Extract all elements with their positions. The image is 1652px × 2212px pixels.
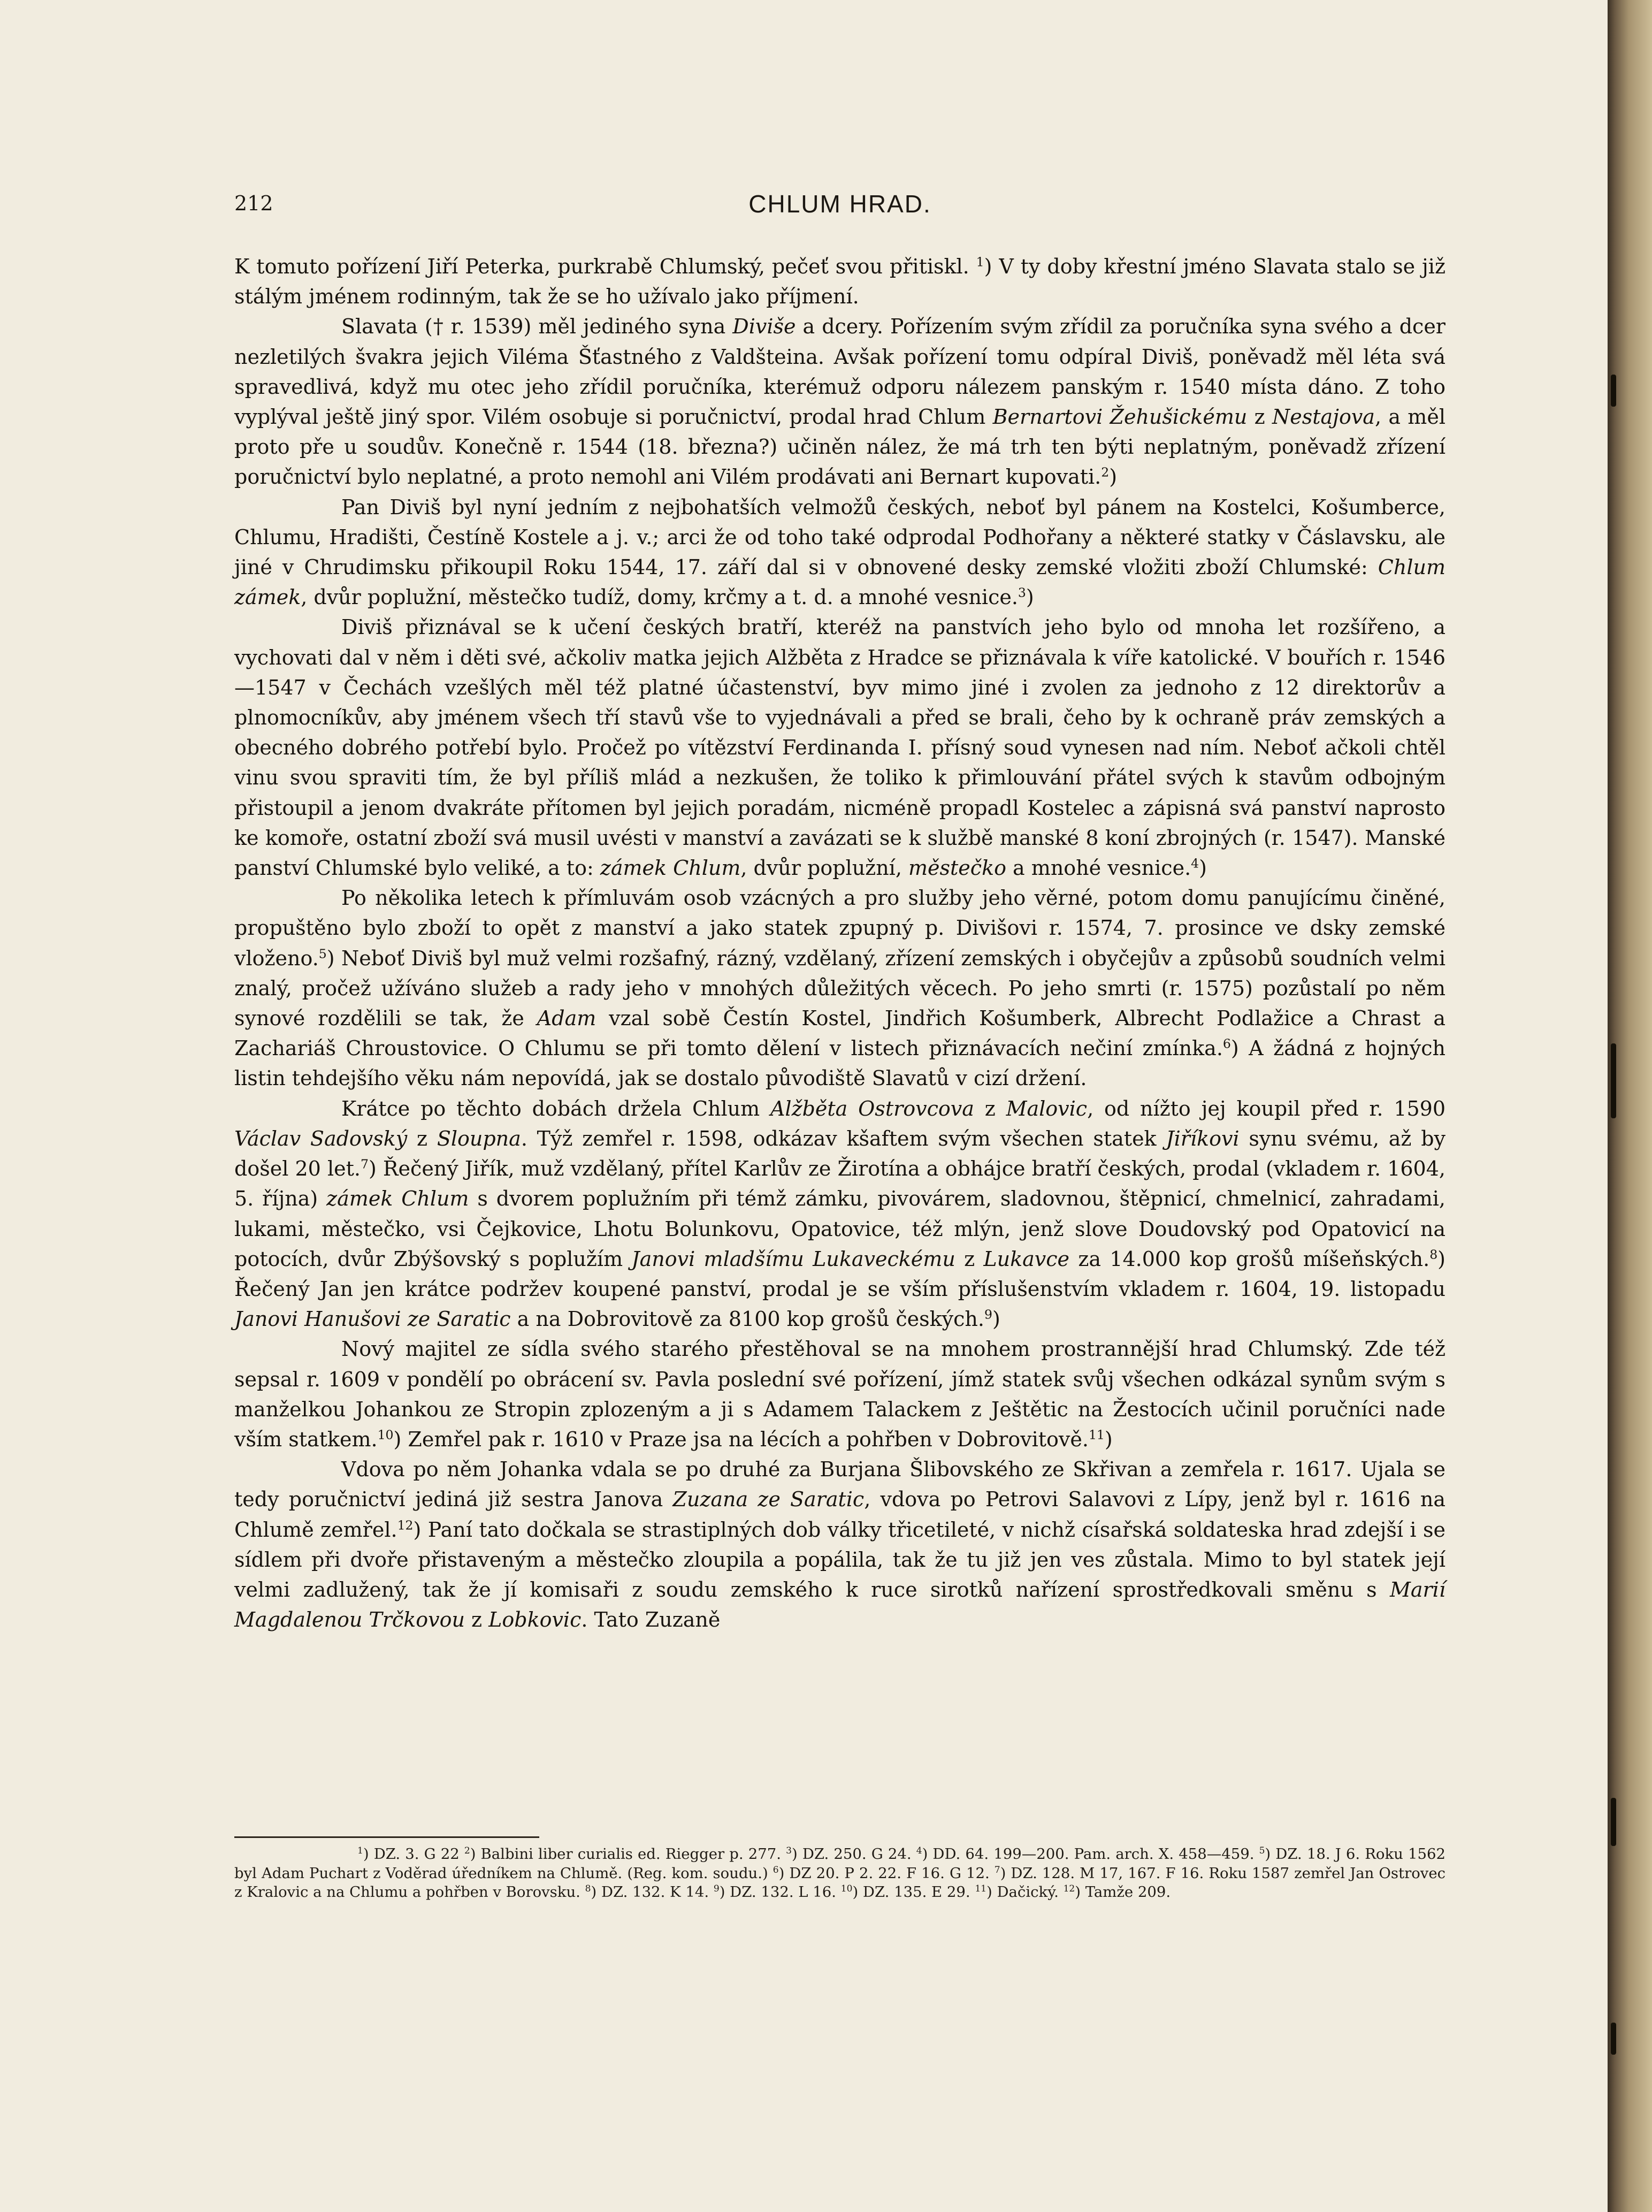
text-run: ) DZ. 250. G 24. [791, 1845, 916, 1863]
text-run: ) Neboť Diviš byl muž velmi rozšafný, rázný, vzdělaný, zřízení zemských i obyčejův a způsobů soudních velmi znalý, pročež užíváno služeb a rady jeho v mnohých důležitých věcech. Po jeho smrti (r. 1575) pozůstalí po něm synové rozdělili se tak, že [234, 946, 1446, 1031]
text-run: Vdova po něm Johanka vdala se po druhé za Burjana Šlibovského ze Skřivan a zemřela r. 1617. Ujala se tedy poručnictví jediná již sestra Janova [234, 1458, 1446, 1512]
footnote-ref: 4 [916, 1845, 922, 1856]
text-run: z [464, 1608, 489, 1632]
text-run: ) A žádná z hojných listin tehdejšího věku nám nepovídá, jak se dostalo původiště Slavatů v cizí držení. [234, 1036, 1446, 1090]
paragraph [234, 1094, 1446, 1334]
italic-name: Adam [537, 1006, 596, 1031]
main-text [234, 251, 1446, 1635]
footnote-ref: 6 [1222, 1036, 1231, 1051]
text-run: . Tato Zuzaně [581, 1608, 721, 1632]
text-run: ) Tamže 209. [1075, 1883, 1171, 1901]
text-run: ) Paní tato dočkala se strastiplných dob války třicetileté, v nichž císařská soldateska hrad zdejší i se sídlem při dvoře přistaveným a městečko zloupila a popálila, tak že tu již jen ves zůstala. Mimo to byl statek její velmi zadlužený, tak že jí komisaři z soudu zemského k ruce sirotků nařízení sprostředkovali směnu s [234, 1517, 1446, 1601]
book-edge-shadow [1608, 0, 1652, 2212]
page-number: 212 [234, 192, 273, 215]
text-run: . Týž zemřel r. 1598, odkázav kšaftem svým všechen statek [521, 1126, 1166, 1150]
text-run: z [974, 1096, 1006, 1120]
text-run: ) [1026, 585, 1034, 609]
text-run: ) Řečený Jiřík, muž vzdělaný, přítel Karlův ze Žirotína a obhájce bratří českých, prodal (vkladem r. 1604, 5. října) [234, 1157, 1446, 1211]
footnote-ref: 5 [1259, 1845, 1265, 1856]
italic-name: Diviše [732, 315, 796, 339]
italic-name: Zuzana ze Saratic [672, 1488, 865, 1512]
text-run: ) DZ. 135. E 29. [852, 1883, 975, 1901]
text-run: ) [992, 1307, 1000, 1331]
footnote-ref: 10 [840, 1883, 853, 1894]
footnote-ref: 8 [585, 1883, 591, 1894]
text-run: Slavata († r. 1539) měl jediného syna [341, 315, 733, 339]
footnote-ref: 1 [976, 254, 984, 270]
footnote-ref: 11 [975, 1883, 987, 1894]
paragraph [234, 1454, 1446, 1635]
footnote-ref: 6 [773, 1864, 779, 1875]
text-run: Po několika letech k přímluvám osob vzácných a pro služby jeho věrné, potom domu panujícímu činěné, propuštěno bylo zboží to opět z manství a jako statek zpupný p. Divišovi r. 1574, 7. prosince ve dsky zemské vloženo. [234, 886, 1446, 970]
paragraph [234, 883, 1446, 1093]
italic-name: Lobkovic [488, 1608, 582, 1632]
footnote-ref: 7 [994, 1864, 1000, 1875]
text-run: ) DD. 64. 199—200. Pam. arch. X. 458—459. [922, 1845, 1259, 1863]
text-run: Krátce po těchto dobách držela Chlum [341, 1096, 770, 1120]
text-run: z [1247, 405, 1272, 429]
paragraph [234, 311, 1446, 492]
text-run: ) Balbini liber curialis ed. Riegger p. 277. [470, 1845, 786, 1863]
text-run: ) Dačický. [986, 1883, 1064, 1901]
page-header [234, 192, 1446, 229]
footnote-ref: 10 [377, 1427, 394, 1443]
italic-name: Václav Sadovský [234, 1126, 408, 1150]
footnote-divider [234, 1836, 539, 1838]
footnote-ref: 12 [397, 1517, 414, 1532]
text-run: a dcery. Pořízením svým zřídil za poručníka syna svého a dcer nezletilých švakra jejich Viléma Šťastného z Valdšteina. Avšak pořízení tomu odpíral Diviš, poněvadž měl léta svá spravedlivá, když mu otec jeho zřídil poručníka, kterémuž odporu nálezem panským r. 1540 místa dáno. Z toho vyplýval ještě jiný spor. Vilém osobuje si poručnictví, prodal hrad Chlum [234, 315, 1446, 429]
footnote-ref: 1 [357, 1845, 363, 1856]
text-run: ) DZ 20. P 2. 22. F 16. G 12. [778, 1864, 995, 1882]
footnote-ref: 7 [360, 1156, 369, 1172]
text-run: vzal sobě Čestín Kostel, Jindřich Košumberk, Albrecht Podlažice a Chrast a Zachariáš Chroustovice. O Chlumu se při tomto dělení v listech přiznávacích nečiní zmínka. [234, 1006, 1446, 1061]
italic-name: Alžběta Ostrovcova [770, 1096, 974, 1120]
text-run: Nový majitel ze sídla svého starého přestěhoval se na mnohem prostrannější hrad Chlumský. Zde též sepsal r. 1609 v pondělí po obrácení sv. Pavla poslední své pořízení, jímž statek svůj všechen odkázal synům svým s manželkou Johankou ze Stropin zplozeným a ji s Adamem Talackem z Ještětic na Žestocích učinil poručníci nade vším statkem. [234, 1337, 1446, 1451]
italic-name: městečko [908, 856, 1006, 880]
italic-name: Marií Magdalenou Trčkovou [234, 1577, 1446, 1632]
text-run: ) Zemřel pak r. 1610 v Praze jsa na lécích a pohřben v Dobrovitově. [393, 1427, 1089, 1451]
italic-name: zámek Chlum [326, 1187, 469, 1211]
text-run: , dvůr poplužní, městečko tudíž, domy, krčmy a t. d. a mnohé vesnice. [301, 585, 1018, 609]
text-run: ) [1104, 1427, 1113, 1451]
italic-name: Nestajova [1272, 405, 1375, 429]
text-run: Diviš přiznával se k učení českých bratří, kteréž na panstvích jeho bylo od mnoha let rozšířeno, a vychovati dal v něm i děti své, ačkoliv matka jejich Alžběta z Hradce se přiznávala k víře katolické. V bouřích r. 1546—1547 v Čechách vzešlých měl též platné účastenství, byv mimo jiné i zvolen za jednoho z 12 direktorův a plnomocníkův, aby jménem všech tří stavů vše to vyjednávali a před se brali, čeho by k ochraně práv zemských a obecného dobrého potřebí bylo. Pročež po vítězství Ferdinanda I. přísný soud vynesen nad ním. Neboť ačkoli chtěl vinu svou spraviti tím, že byl příliš mlád a nezkušen, že toliko k přimlouvání přátel svých k stavům odbojným přistoupil a jenom dvakráte přítomen byl jejich poradám, nicméně propadl Kostelec a zápisná svá panství naprosto ke komoře, ostatní zboží svá musil uvésti v manství a zavázati se k službě manské 8 koní zbrojných (r. 1547). Manské panství Chlumské bylo veliké, a to: [234, 615, 1446, 880]
text-run: , dvůr poplužní, [740, 856, 908, 880]
italic-name: Chlum zámek [234, 555, 1446, 609]
italic-name: Lukavce [983, 1247, 1070, 1271]
footnote-ref: 9 [713, 1883, 720, 1894]
footnotes [234, 1845, 1446, 1902]
text-run: ) DZ. 3. G 22 [363, 1845, 464, 1863]
text-run: ) DZ. 132. L 16. [719, 1883, 841, 1901]
text-run: s dvorem poplužním při témž zámku, pivovárem, sladovnou, štěpnicí, chmelnicí, zahradami, lukami, městečko, vsi Čejkovice, Lhotu Bolunkovu, Opatovice, též mlýn, jenž slove Doudovský pod Opatovicí na potocích, dvůr Zbýšovský s poplužím [234, 1187, 1446, 1271]
text-run: ) Řečený Jan jen krátce podržev koupené panství, prodal je se vším příslušenstvím vkladem r. 1604, 19. listopadu [234, 1247, 1446, 1301]
text-run: a na Dobrovitově za 8100 kop grošů českých. [510, 1307, 984, 1331]
footnote-ref: 3 [1018, 585, 1026, 600]
footnote-ref: 4 [1191, 856, 1199, 871]
footnote-ref: 2 [1101, 464, 1110, 480]
text-run: ) DZ. 18. J 6. Roku 1562 byl Adam Puchart z Voděrad úředníkem na Chlumě. (Reg. kom. soudu.) [234, 1845, 1446, 1882]
italic-name: Jiříkovi [1166, 1126, 1240, 1150]
text-run: , vdova po Petrovi Salavovi z Lípy, jenž byl r. 1616 na Chlumě zemřel. [234, 1488, 1446, 1542]
text-run: z [955, 1247, 984, 1271]
text-run: z [407, 1126, 437, 1150]
paragraph [234, 612, 1446, 883]
text-run: a mnohé vesnice. [1006, 856, 1191, 880]
text-run: ) V ty doby křestní jméno Slavata stalo se již stálým jménem rodinným, tak že se ho užívalo jako příjmení. [234, 255, 1446, 309]
paragraph [234, 1334, 1446, 1454]
footnote-ref: 5 [318, 946, 327, 962]
paragraph [234, 251, 1446, 311]
text-run: , a měl proto pře u soudův. Konečně r. 1544 (18. března?) učiněn nález, že má trh ten býti neplatným, poněvadž zřízení poručnictví bylo neplatné, a proto nemohl ani Vilém prodávati ani Bernart kupovati. [234, 405, 1446, 489]
italic-name: Janovi mladšímu Lukaveckému [631, 1247, 955, 1271]
text-run: Pan Diviš byl nyní jedním z nejbohatších velmožů českých, neboť byl pánem na Kostelci, Košumberce, Chlumu, Hradišti, Čestíně Kostele a j. v.; arci že od toho také odprodal Podhořany a některé statky v Čáslavsku, ale jiné v Chrudimsku přikoupil Roku 1544, 17. září dal si v obnovené desky zemské vložiti zboží Chlumské: [234, 495, 1446, 579]
running-title: CHLUM HRAD. [748, 190, 931, 218]
text-run: ) [1199, 856, 1207, 880]
footnote-ref: 11 [1088, 1427, 1105, 1443]
paragraph [234, 492, 1446, 613]
text-run: ) [1109, 465, 1118, 489]
italic-name: Malovic [1006, 1096, 1088, 1120]
italic-name: Sloupna [437, 1126, 521, 1150]
footnote-ref: 9 [984, 1307, 992, 1322]
text-run: ) DZ. 132. K 14. [591, 1883, 714, 1901]
text-run: ) DZ. 128. M 17, 167. F 16. Roku 1587 zemřel Jan Ostrovec z Kralovic a na Chlumu a pohřben v Borovsku. [234, 1864, 1446, 1901]
footnote-ref: 12 [1063, 1883, 1075, 1894]
footnote-ref: 8 [1429, 1247, 1438, 1262]
text-run: , od nížto jej koupil před r. 1590 [1087, 1096, 1446, 1120]
italic-name: Bernartovi Žehušickému [992, 405, 1248, 429]
text-run: za 14.000 kop grošů míšeňských. [1069, 1247, 1430, 1271]
footnote-ref: 3 [786, 1845, 792, 1856]
footnote-ref: 2 [464, 1845, 470, 1856]
italic-name: zámek Chlum [600, 856, 741, 880]
italic-name: Janovi Hanušovi ze Saratic [234, 1307, 511, 1331]
text-run: synu svému, až by došel 20 let. [234, 1126, 1446, 1181]
text-run: K tomuto pořízení Jiří Peterka, purkrabě Chlumský, pečeť svou přitiskl. [234, 255, 976, 278]
